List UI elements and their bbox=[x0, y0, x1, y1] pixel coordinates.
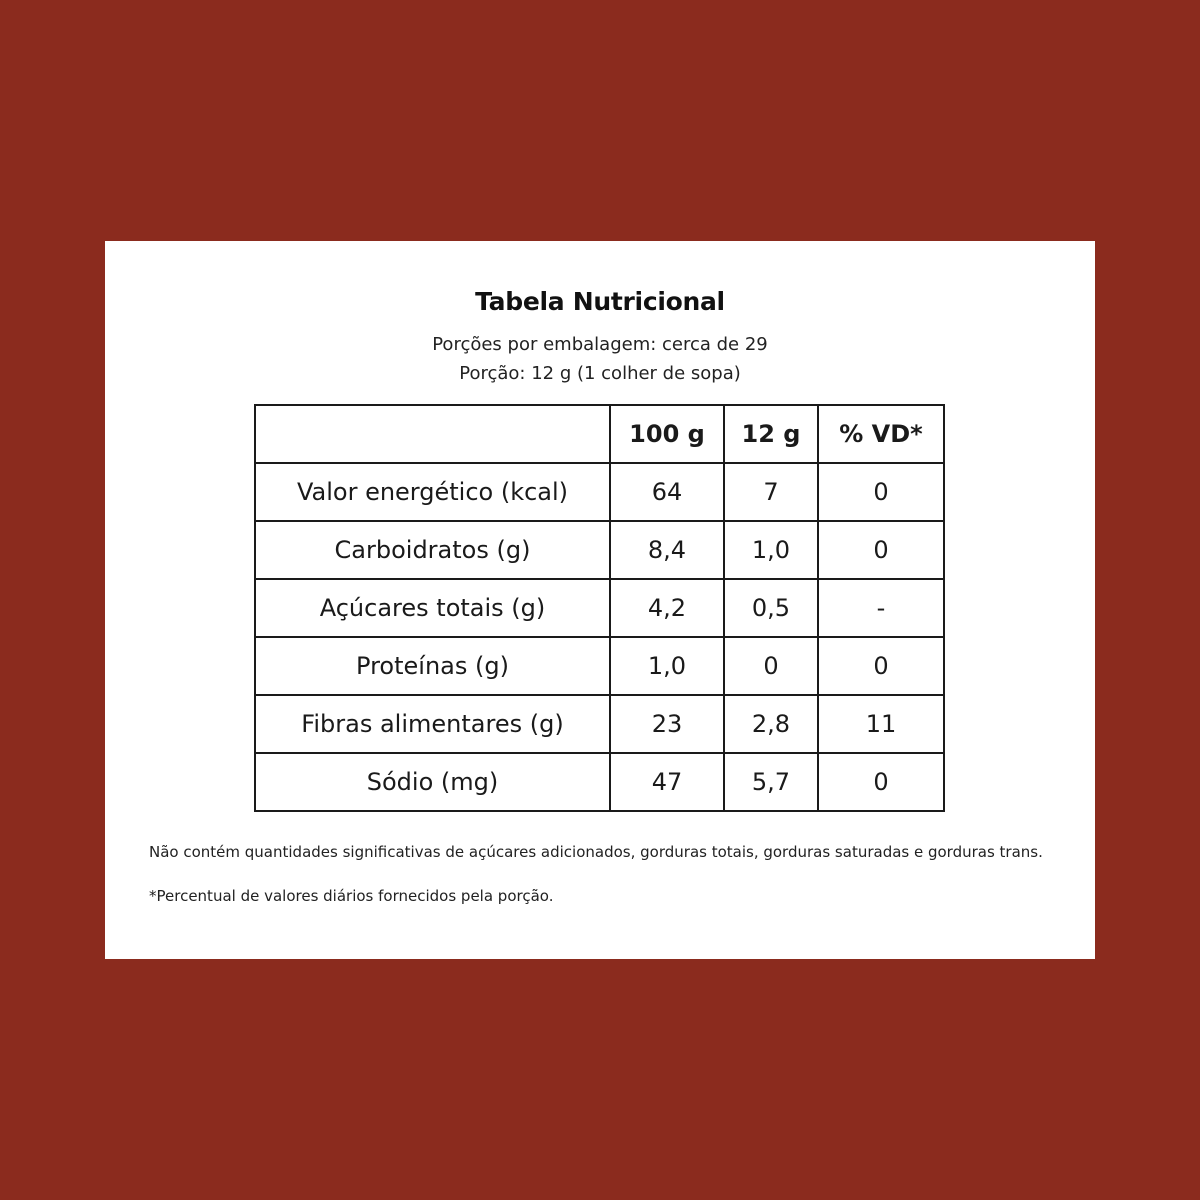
value-per-serving: 2,8 bbox=[724, 695, 818, 753]
nutrient-name: Sódio (mg) bbox=[255, 753, 610, 811]
table-row bbox=[255, 637, 944, 695]
table-header-row bbox=[255, 405, 944, 463]
table-row bbox=[255, 579, 944, 637]
nutrition-panel bbox=[105, 241, 1095, 959]
value-vd: 0 bbox=[818, 753, 944, 811]
value-vd: 0 bbox=[818, 463, 944, 521]
nutrition-table bbox=[254, 404, 945, 812]
not-significant-note: Não contém quantidades significativas de açúcares adicionados, gorduras totais, gorduras saturadas e gorduras trans. bbox=[149, 843, 1043, 861]
value-per-100g: 47 bbox=[610, 753, 724, 811]
value-per-100g: 8,4 bbox=[610, 521, 724, 579]
servings-per-package: Porções por embalagem: cerca de 29 bbox=[432, 334, 768, 355]
value-per-100g: 4,2 bbox=[610, 579, 724, 637]
value-per-100g: 64 bbox=[610, 463, 724, 521]
table-row bbox=[255, 753, 944, 811]
header-per-serving: 12 g bbox=[724, 405, 818, 463]
value-vd: 11 bbox=[818, 695, 944, 753]
value-vd: 0 bbox=[818, 521, 944, 579]
nutrient-name: Carboidratos (g) bbox=[255, 521, 610, 579]
header-vd: % VD* bbox=[818, 405, 944, 463]
panel-title: Tabela Nutricional bbox=[475, 287, 725, 316]
value-per-serving: 5,7 bbox=[724, 753, 818, 811]
value-vd: 0 bbox=[818, 637, 944, 695]
table-row bbox=[255, 463, 944, 521]
nutrient-name: Açúcares totais (g) bbox=[255, 579, 610, 637]
table-row bbox=[255, 695, 944, 753]
header-nutrient bbox=[255, 405, 610, 463]
header-per-100g: 100 g bbox=[610, 405, 724, 463]
value-per-100g: 23 bbox=[610, 695, 724, 753]
value-per-100g: 1,0 bbox=[610, 637, 724, 695]
value-per-serving: 0 bbox=[724, 637, 818, 695]
nutrient-name: Proteínas (g) bbox=[255, 637, 610, 695]
value-per-serving: 0,5 bbox=[724, 579, 818, 637]
serving-size: Porção: 12 g (1 colher de sopa) bbox=[459, 363, 741, 384]
vd-footnote: *Percentual de valores diários fornecidos pela porção. bbox=[149, 887, 554, 905]
nutrient-name: Valor energético (kcal) bbox=[255, 463, 610, 521]
value-per-serving: 7 bbox=[724, 463, 818, 521]
value-per-serving: 1,0 bbox=[724, 521, 818, 579]
nutrient-name: Fibras alimentares (g) bbox=[255, 695, 610, 753]
table-row bbox=[255, 521, 944, 579]
value-vd: - bbox=[818, 579, 944, 637]
